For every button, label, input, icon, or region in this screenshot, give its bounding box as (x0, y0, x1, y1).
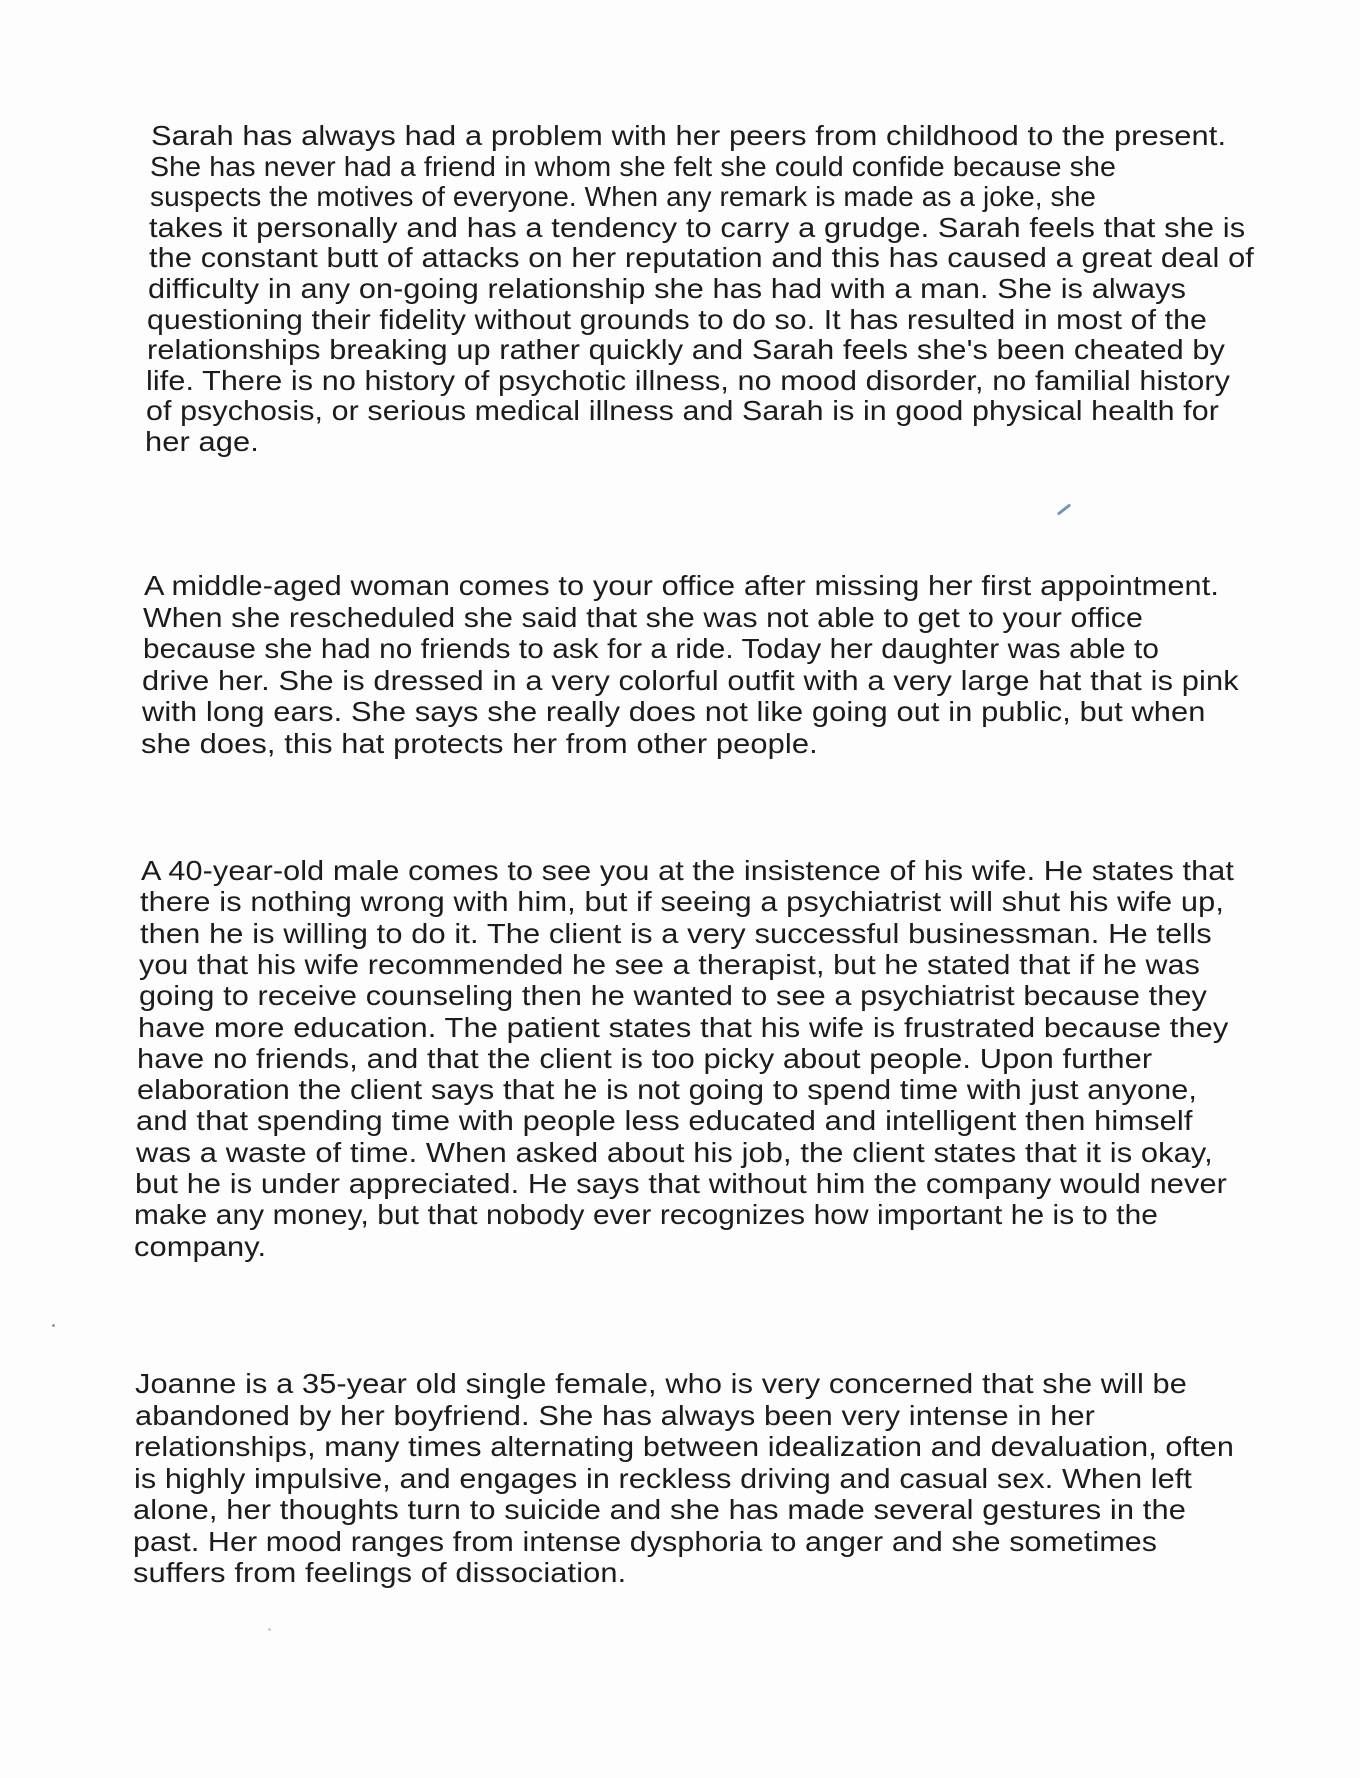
paragraph-line: her age. (145, 426, 259, 457)
scan-speck (52, 1324, 55, 1327)
scan-speck (268, 1628, 271, 1631)
paragraph-line: takes it personally and has a tendency to carry a grudge. Sarah feels that she is (149, 211, 1246, 243)
paragraph-line: questioning their fidelity without grounds to do so. It has resulted in most of the (147, 303, 1208, 335)
paragraph-line: life. There is no history of psychotic illness, no mood disorder, no familial history (146, 364, 1231, 396)
paragraph-line: have more education. The patient states that his wife is frustrated because they (138, 1011, 1229, 1043)
paragraph-line: Sarah has always had a problem with her peers from childhood to the present. (151, 120, 1227, 151)
paragraph-line: She has never had a friend in whom she felt she could confide because she (150, 150, 1117, 182)
paragraph-line: difficulty in any on-going relationship she has had with a man. She is always (148, 273, 1187, 304)
paragraph-line: relationships breaking up rather quickly and Sarah feels she's been cheated by (146, 334, 1225, 366)
paragraph-line: alone, her thoughts turn to suicide and she has made several gestures in the (133, 1494, 1187, 1525)
paragraph-line: there is nothing wrong with him, but if seeing a psychiatrist will shut his wife up, (140, 886, 1225, 918)
paragraph-line: company. (133, 1230, 266, 1262)
paragraph-line: drive her. She is dressed in a very colorful outfit with a very large hat that is pink (142, 664, 1239, 696)
paragraph-line: A 40-year-old male comes to see you at the insistence of his wife. He states that (141, 855, 1234, 886)
paragraph-line: past. Her mood ranges from intense dysphoria to anger and she sometimes (133, 1525, 1158, 1557)
paragraph-line: and that spending time with people less educated and intelligent then himself (136, 1105, 1193, 1137)
paragraph-line: because she had no friends to ask for a ride. Today her daughter was able to (142, 633, 1159, 664)
pen-tick-mark (1057, 503, 1071, 515)
paragraph-line: make any money, but that nobody ever recognizes how important he is to the (134, 1199, 1159, 1231)
paragraph-line: elaboration the client says that he is not going to spend time with just anyone, (136, 1074, 1197, 1106)
paragraph-line: the constant butt of attacks on her reputation and this has caused a great deal of (148, 242, 1254, 274)
paragraph-line: suspects the motives of everyone. When any remark is made as a joke, she (149, 181, 1096, 213)
paragraph-line: Joanne is a 35-year old single female, who is very concerned that she will be (135, 1368, 1187, 1399)
paragraph-line: of psychosis, or serious medical illness and Sarah is in good physical health for (145, 395, 1219, 427)
paragraph-line: going to receive counseling then he wanted to see a psychiatrist because they (138, 980, 1207, 1012)
paragraph-line: is highly impulsive, and engages in reckless driving and casual sex. When left (133, 1462, 1192, 1494)
paragraph-line: When she rescheduled she said that she was not able to get to your office (143, 601, 1144, 633)
paragraph-line: you that his wife recommended he see a therapist, but he stated that if he was (139, 948, 1201, 980)
paragraph-line: she does, this hat protects her from other people. (141, 727, 818, 759)
paragraph-line: A middle-aged woman comes to your office after missing her first appointment. (144, 570, 1220, 601)
paragraph-line: have no friends, and that the client is too picky about people. Upon further (137, 1042, 1153, 1074)
paragraph-line: but he is under appreciated. He says that without him the company would never (135, 1168, 1228, 1199)
paragraph-line: with long ears. She says she really does not like going out in public, but when (141, 696, 1206, 727)
paragraph-line: relationships, many times alternating between idealization and devaluation, often (134, 1431, 1235, 1462)
paragraph-line: was a waste of time. When asked about his job, the client states that it is okay, (135, 1136, 1213, 1168)
paragraph-line: then he is willing to do it. The client is a very successful businessman. He tells (139, 917, 1212, 949)
paragraph-line: abandoned by her boyfriend. She has always been very intense in her (134, 1399, 1095, 1431)
paragraph-line: suffers from feelings of dissociation. (132, 1557, 626, 1588)
